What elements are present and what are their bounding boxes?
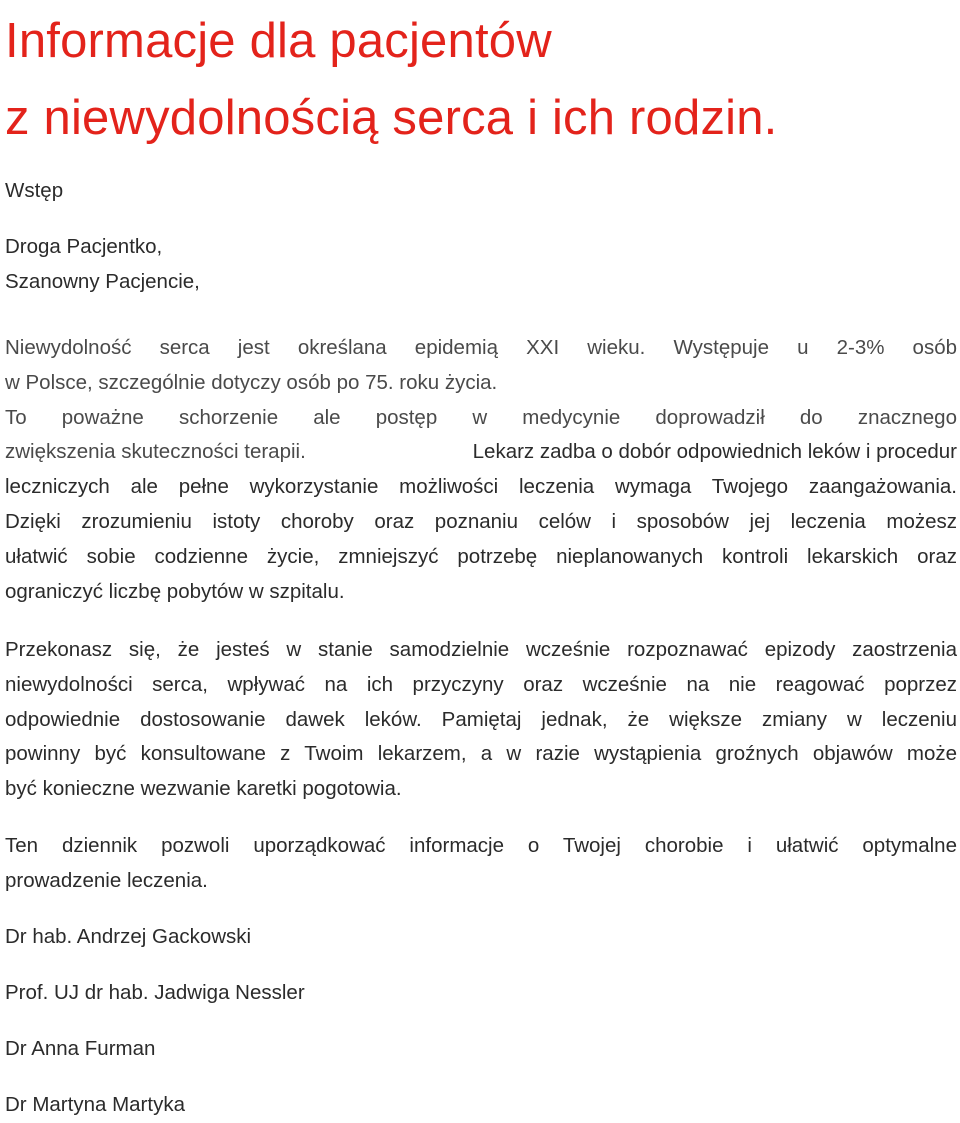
paragraph-2-line-4: powinny być konsultowane z Twoim lekarzem, a w razie wystąpienia groźnych objawów może — [5, 742, 957, 766]
title-line-1: Informacje dla pacjentów — [5, 14, 552, 68]
signature-3: Dr Anna Furman — [5, 1037, 156, 1060]
paragraph-2 — [5, 633, 957, 807]
paragraph-1-line-4a: zwiększenia skuteczności terapii. — [5, 440, 306, 464]
paragraph-3-line-1: Ten dziennik pozwoli uporządkować informacje o Twojej chorobie i ułatwić optymalne — [5, 834, 957, 857]
paragraph-2-line-2: niewydolności serca, wpływać na ich przyczyny oraz wcześnie na nie reagować poprzez — [5, 672, 957, 696]
intro-heading: Wstęp — [5, 179, 64, 202]
signature-4: Dr Martyna Martyka — [5, 1093, 185, 1116]
paragraph-3-line-2: prowadzenie leczenia. — [5, 868, 208, 892]
paragraph-1-line-7: ułatwić sobie codzienne życie, zmniejszyć potrzebę nieplanowanych kontroli lekarskich oraz — [5, 544, 957, 568]
salutation-line-2: Szanowny Pacjencie, — [5, 269, 200, 293]
paragraph-2-line-1: Przekonasz się, że jesteś w stanie samodzielnie wcześnie rozpoznawać epizody zaostrzenia — [5, 638, 957, 661]
salutation-line-1: Droga Pacjentko, — [5, 235, 163, 258]
paragraph-3 — [5, 829, 957, 899]
page-title — [5, 0, 957, 160]
paragraph-2-line-5: być konieczne wezwanie karetki pogotowia. — [5, 777, 402, 801]
signature-1: Dr hab. Andrzej Gackowski — [5, 925, 252, 948]
paragraph-1-line-5: leczniczych ale pełne wykorzystanie możliwości leczenia wymaga Twojego zaangażowania. — [5, 475, 957, 499]
document-page — [5, 0, 957, 1116]
salutation — [5, 230, 957, 300]
paragraph-1-line-4 — [5, 435, 957, 470]
paragraph-1-line-8: ograniczyć liczbę pobytów w szpitalu. — [5, 579, 345, 603]
title-line-2: z niewydolnością serca i ich rodzin. — [5, 91, 778, 145]
paragraph-1-line-2: w Polsce, szczególnie dotyczy osób po 75. roku życia. — [5, 370, 498, 394]
paragraph-2-line-3: odpowiednie dostosowanie dawek leków. Pamiętaj jednak, że większe zmiany w leczeniu — [5, 707, 957, 731]
signature-2: Prof. UJ dr hab. Jadwiga Nessler — [5, 981, 305, 1004]
paragraph-1 — [5, 331, 957, 609]
paragraph-1-line-6: Dzięki zrozumieniu istoty choroby oraz poznaniu celów i sposobów jej leczenia możesz — [5, 509, 957, 533]
paragraph-1-line-4b: Lekarz zadba o dobór odpowiednich leków i procedur — [472, 440, 957, 464]
paragraph-1-line-3: To poważne schorzenie ale postęp w medycynie doprowadził do znacznego — [5, 405, 957, 429]
paragraph-1-line-1: Niewydolność serca jest określana epidemią XXI wieku. Występuje u 2-3% osób — [5, 336, 957, 359]
